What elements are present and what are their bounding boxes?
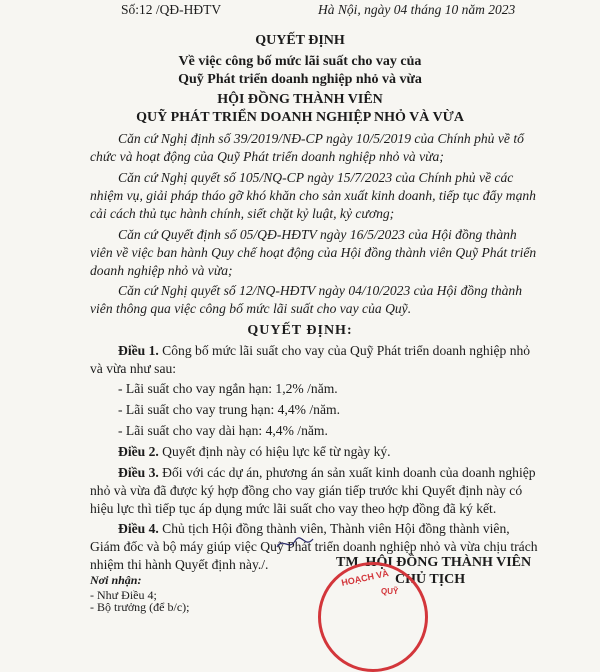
decision-heading: QUYẾT ĐỊNH: — [247, 323, 353, 338]
preamble-3-line-2: viên về việc ban hành Quy chế hoạt động của Hội đồng thành viên Quỹ Phát triển — [90, 245, 537, 260]
authority-line-1: HỘI ĐỒNG THÀNH VIÊN — [217, 92, 383, 107]
article-1-label: Điều 1. — [118, 343, 159, 358]
article-2-text: Quyết định này có hiệu lực kể từ ngày ký. — [158, 444, 391, 459]
preamble-2-line-3: cải cách thủ tục hành chính, siết chặt kỷ luật, kỷ cương; — [90, 206, 395, 221]
article-3-line-1 — [118, 465, 536, 481]
signature-role: CHỦ TỊCH — [395, 572, 466, 587]
seal-text-center: QUỸ — [381, 587, 399, 596]
preamble-1-line-2: chức và hoạt động của Quỹ Phát triển doanh nghiệp nhỏ và vừa; — [90, 149, 444, 164]
document-number: Số:12 /QĐ-HĐTV — [121, 2, 222, 17]
rate-short-term: - Lãi suất cho vay ngắn hạn: 1,2% /năm. — [118, 381, 338, 396]
article-1-line-1 — [118, 343, 530, 359]
preamble-2-line-2: nhiệm vụ, giải pháp tháo gỡ khó khăn cho sản xuất kinh doanh, tiếp tục đẩy mạnh — [90, 188, 536, 203]
article-3-label: Điều 3. — [118, 465, 159, 480]
article-3-text: Đối với các dự án, phương án sản xuất kinh doanh của doanh nghiệp — [158, 465, 536, 480]
authority-line-2: QUỸ PHÁT TRIỂN DOANH NGHIỆP NHỎ VÀ VỪA — [136, 110, 464, 125]
preamble-2-line-1: Căn cứ Nghị quyết số 105/NQ-CP ngày 15/7/2023 của Chính phủ về các — [118, 170, 514, 185]
preamble-4-line-2: viên thông qua việc công bố mức lãi suất cho vay của Quỹ. — [90, 301, 412, 316]
subject-line-1: Về việc công bố mức lãi suất cho vay của — [178, 54, 422, 69]
article-2-label: Điều 2. — [118, 444, 159, 459]
article-4-label: Điều 4. — [118, 521, 159, 536]
article-3-line-2: nhỏ và vừa đã được ký hợp đồng cho vay gián tiếp trước khi Quyết định này có — [90, 483, 523, 498]
rate-long-term: - Lãi suất cho vay dài hạn: 4,4% /năm. — [118, 423, 328, 438]
place-date: Hà Nội, ngày 04 tháng 10 năm 2023 — [318, 2, 516, 17]
preamble-1-line-1: Căn cứ Nghị định số 39/2019/NĐ-CP ngày 10/5/2019 của Chính phủ về tổ — [118, 131, 524, 146]
article-4-line-3: nhiệm thi hành Quyết định này./. — [90, 557, 269, 572]
rate-medium-term: - Lãi suất cho vay trung hạn: 4,4% /năm. — [118, 402, 340, 417]
article-1-text: Công bố mức lãi suất cho vay của Quỹ Phát triển doanh nghiệp nhỏ — [158, 343, 531, 358]
article-3-line-3: hiệu lực thì tiếp tục áp dụng mức lãi suất cho vay theo hợp đồng đã ký kết. — [90, 501, 497, 516]
article-1-line-2: và vừa như sau: — [90, 361, 177, 376]
official-seal — [318, 562, 428, 672]
preamble-3-line-1: Căn cứ Quyết định số 05/QĐ-HĐTV ngày 16/5/2023 của Hội đồng thành — [118, 227, 517, 242]
recipient-item-1: - Như Điều 4; — [90, 588, 157, 602]
preamble-4-line-1: Căn cứ Nghị quyết số 12/NQ-HĐTV ngày 04/10/2023 của Hội đồng thành — [118, 283, 523, 298]
signature-title: TM. HỘI ĐỒNG THÀNH VIÊN — [336, 555, 532, 570]
article-2 — [118, 444, 391, 460]
recipient-item-2: - Bộ trưởng (để b/c); — [90, 600, 190, 614]
preamble-3-line-3: doanh nghiệp nhỏ và vừa; — [90, 263, 233, 278]
subject-line-2: Quỹ Phát triển doanh nghiệp nhỏ và vừa — [178, 72, 422, 87]
article-4-line-2: Giám đốc và bộ máy giúp việc Quỹ Phát triển doanh nghiệp nhỏ và vừa chịu trách — [90, 539, 538, 554]
signature-scribble — [275, 533, 315, 553]
article-4-text: Chủ tịch Hội đồng thành viên, Thành viên Hội đồng thành viên, — [158, 521, 510, 536]
recipients-heading: Nơi nhận: — [90, 573, 142, 587]
document-type-heading: QUYẾT ĐỊNH — [255, 33, 345, 48]
seal-text-arc: HOẠCH VÀ — [340, 568, 390, 588]
